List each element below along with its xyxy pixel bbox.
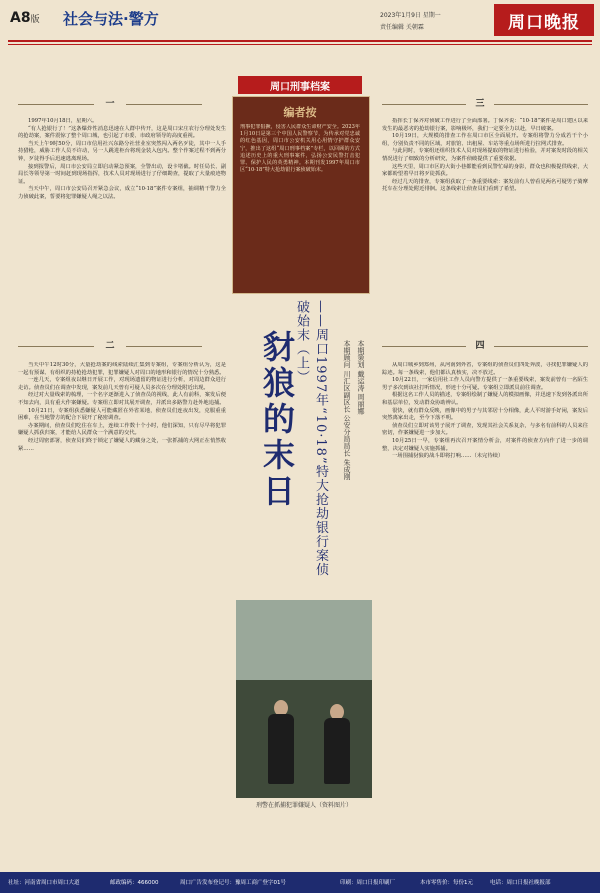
divider	[18, 346, 94, 347]
divider	[126, 104, 202, 105]
header-rule	[8, 40, 592, 42]
column-banner: 周口刑事档案	[238, 76, 362, 94]
section-number-one: 一	[105, 99, 115, 109]
editor-credit: 责任编辑 关朝霖	[380, 24, 424, 31]
divider	[126, 346, 202, 347]
footer-address: 社址：河南省周口市周口大道	[8, 880, 80, 886]
section-number-two: 二	[105, 341, 115, 351]
footer-printer: 印刷：周口日报印刷厂	[340, 880, 396, 886]
credit-planner: 本期策划 戴运涛 周丽娜	[357, 340, 365, 415]
section-number-three: 三	[475, 99, 485, 109]
editor-note-text: 刑事犯罪猖獗，侵害人民群众生命财产安全。2023年1月10日是第三个中国人民警察节，为传承对党忠诚的红色基因，周口市公安机关用心用情守护群众安宁，推出了这组“周口刑事档案”专栏，以回顾的方式追述历史上的重大刑事案件，弘扬公安民警打击犯罪、保护人民的英勇精神。本期刊发1997年周口市区“10·18”特大抢劫银行案侦破始末。	[240, 124, 360, 174]
page-footer	[0, 872, 600, 893]
suspect-figure	[324, 718, 350, 784]
credit-adviser: 本期顾问 川汇区副区长 公安分局局长 朱成刚	[343, 340, 351, 480]
article-subtitle: ——周口1997年“10·18”特大抢劫银行案侦破始末（上）	[294, 300, 328, 577]
divider	[382, 346, 466, 347]
officer-figure	[268, 714, 294, 784]
article-section-three: 指挥长丁保齐对侦破工作进行了全面部署。丁保齐说：“10·18”案件是周口建区以来发生的最恶劣的抢劫银行案，影响极坏，我们一定要全力以赴，早日破案。 10月19日，大规模的排查工作在周口市区全面展开。专案组将警力分成若干个小组，分别负责不同的区域，对旅馆、出租屋、车站等重点场所进行拉网式排查。 与此同时，专案组还组织技术人员对现场提取的物证进行检验，并对案发时段的相关情况进行了细致的分析研究，为案件侦破提供了重要依据。 这些天里，周口市区的大街小巷都能看到民警忙碌的身影，群众也积极提供线索，大家都盼望着早日将歹徒抓获。 经过几天的排查，专案组获取了一条重要线索：案发前有人曾看见两名可疑男子骑摩托车在分理处附近徘徊。这条线索让侦查员们看到了希望。	[382, 118, 588, 193]
divider	[18, 104, 94, 105]
divider	[382, 104, 466, 105]
article-title: 豺狼的末日	[258, 330, 296, 510]
footer-price: 本市零售价：每份1元	[420, 880, 473, 886]
section-number-four: 四	[475, 341, 485, 351]
footer-ad-license: 周口广告发布登记号：豫周工商广登字01号	[180, 880, 286, 886]
article-section-one: 1997年10月18日，星期六。 “有人抢银行了！”这条爆炸性消息迅速在人群中传开，这是周口宋庄农行分理处发生的抢劫案，案件震惊了整个周口城，也引起了市委、市政府领导的高度重视。 当天上午9时50分，周口市信用社兴东路分社营业室突然闯入两名歹徒，其中一人手持猎枪，威胁工作人员不许动，另一人跳进柜台将现金装入包内。整个作案过程不到两分钟，歹徒得手后迅速逃离现场。 接到报警后，周口市公安局立即启动紧急预案，全警出动，设卡堵截。时任局长、副局长等领导第一时间赶到现场指挥，技术人员对现场进行了仔细勘查，提取了大量痕迹物证。 当天中午，周口市公安局召开紧急会议，成立“10·18”案件专案组，抽调精干警力全力侦破此案，誓要将犯罪嫌疑人绳之以法。	[18, 118, 226, 200]
section-title: 社会与法·警方	[63, 10, 159, 28]
photo-caption: 刑警在抓捕犯罪嫌疑人（资料图片）	[255, 802, 352, 809]
divider	[494, 346, 588, 347]
article-section-four: 从周口城乡到郑州，从河南到外省，专案组的侦查员们四处奔波，寻找犯罪嫌疑人的踪迹。每一条线索，他们都认真核实，决不放过。 10月22日，一家信用社工作人员向警方提供了一条重要线索，案发前曾有一名陌生男子多次到该社打听情况，形迹十分可疑。专案组立即派员前往调查。 根据这名工作人员的描述，专案组绘制了嫌疑人的模拟画像，并迅速下发到各派出所和基层单位，发动群众协助辨认。 很快，就有群众反映，画像中的男子与其邻居十分相像，此人平时游手好闲，案发后突然离家出走，至今下落不明。 侦查员们立即对该男子展开了调查，发现其社会关系复杂，与多名有前科的人员来往密切，作案嫌疑进一步加大。 10月25日一早，专案组再次召开案情分析会，对案件的侦查方向作了进一步的调整，决定对嫌疑人实施抓捕。 一场围捕豺狼的战斗即将打响……（未完待续）	[382, 362, 588, 460]
dateline: 2023年1月9日 星期一	[380, 12, 441, 19]
page-number: A8版	[10, 10, 40, 26]
photo-sky	[236, 600, 372, 680]
editor-note-title: 编者按	[283, 106, 317, 119]
article-section-two: 当天中午12时30分，大量抢劫案的线索陆续汇集到专案组，专案组分析认为，这是一起有预谋、有组织的持枪抢劫犯罪，犯罪嫌疑人对周口的地形和银行的情况十分熟悉。 一连几天，专案组夜以继日开展工作，对现场遗留的物证进行分析，对周边群众进行走访。侦查员们在调查中发现，案发前几天曾有可疑人员多次在分理处附近出现。 经过对大量线索的梳理，一个名字逐渐进入了侦查员的视线，此人有前科，案发后便不知去向，具有重大作案嫌疑。专案组立即对其展开调查，并派出多路警力赴外地追捕。 10月21日，专案组获悉嫌疑人可能藏匿在外省某地，侦查员们连夜出发，克服重重困难，在当地警方的配合下展开了秘密调查。 办案期间，侦查员们吃住在车上，连续工作数十个小时，他们深知，只有尽早将犯罪嫌疑人抓获归案，才能给人民群众一个满意的交代。 经过周密部署，侦查员们终于锁定了嫌疑人的藏身之处，一张抓捕的大网正在悄然收紧……	[18, 362, 226, 452]
photo-ground	[236, 680, 372, 798]
footer-postcode: 邮政编码：466000	[110, 880, 159, 886]
news-photo	[236, 600, 372, 798]
footer-phone: 电话：周口日报社晚报部	[490, 880, 551, 886]
page-header	[0, 0, 600, 62]
divider	[494, 104, 588, 105]
newspaper-logo: 周口晚报	[494, 4, 594, 36]
header-rule-thin	[8, 44, 592, 45]
